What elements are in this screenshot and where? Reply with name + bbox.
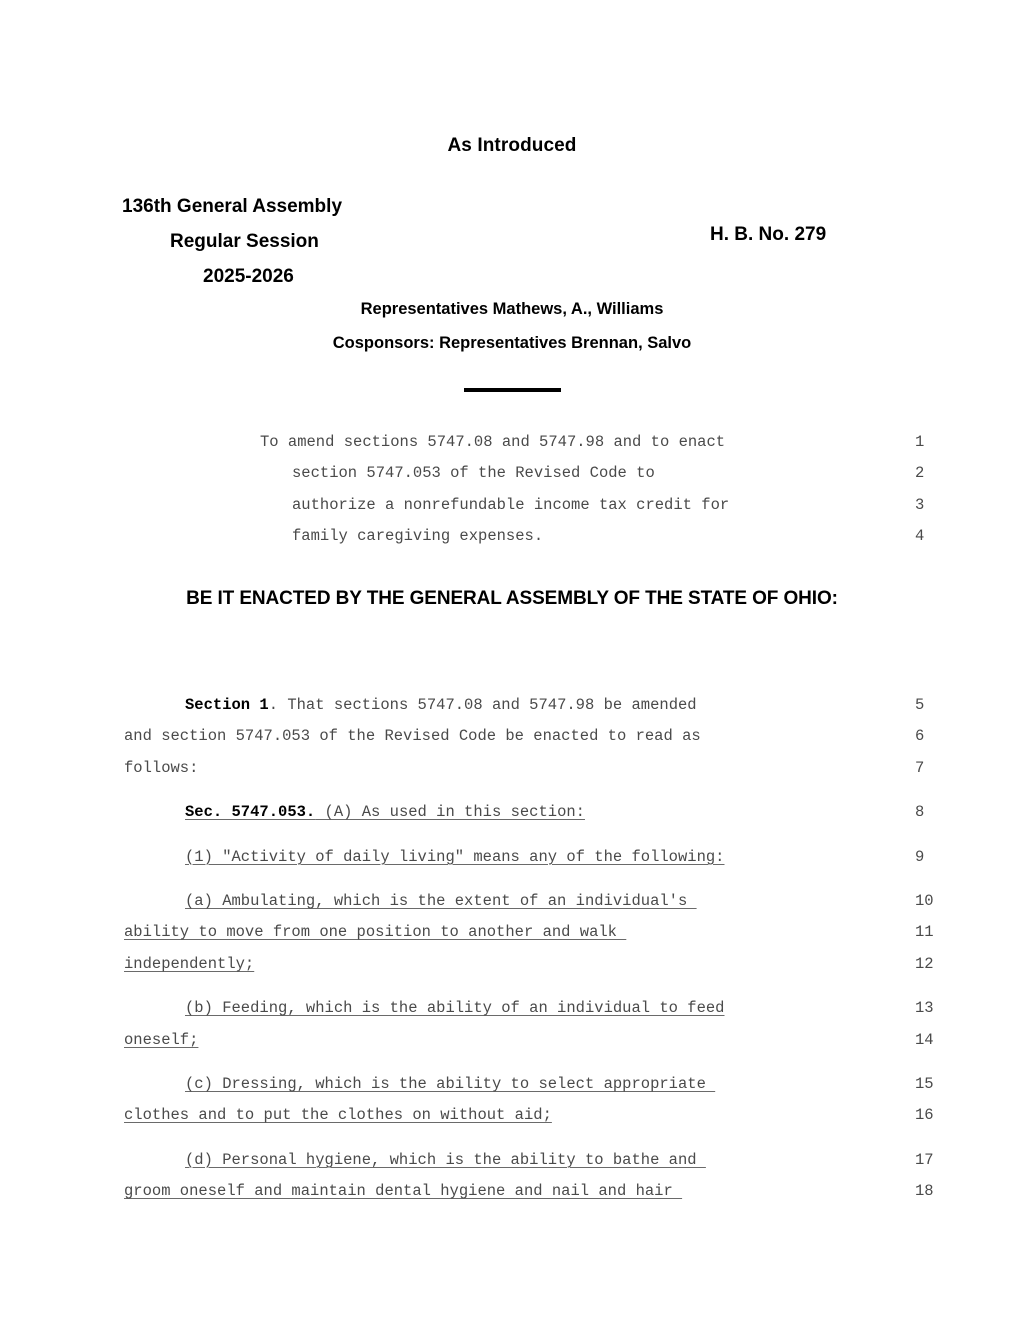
enacting-clause: BE IT ENACTED BY THE GENERAL ASSEMBLY OF THE STATE OF OHIO: — [186, 588, 838, 609]
line-number: 13 — [915, 999, 934, 1018]
session-name: Regular Session — [170, 231, 319, 252]
paragraph-division-a-1-b — [124, 993, 800, 1056]
line-number: 7 — [915, 758, 925, 777]
paragraph-lead-label: Section 1 — [185, 696, 269, 714]
line-number: 4 — [915, 527, 925, 546]
body-line: groom oneself and maintain dental hygiene and nail and hair — [124, 1182, 683, 1201]
body-line: oneself; — [124, 1030, 199, 1049]
body-line: follows: — [124, 758, 199, 777]
line-number: 17 — [915, 1150, 934, 1169]
cosponsors: Cosponsors: Representatives Brennan, Salvo — [332, 334, 692, 352]
sponsors-block — [0, 292, 1024, 360]
body-line: ability to move from one position to another and walk — [124, 923, 627, 942]
line-number: 9 — [915, 847, 925, 866]
body-line: clothes and to put the clothes on without aid; — [124, 1106, 552, 1125]
paragraph-division-a-1-a — [124, 886, 800, 980]
paragraph-division-a-1-d — [124, 1145, 800, 1208]
body-line: (d) Personal hygiene, which is the ability to bathe and — [185, 1150, 706, 1169]
line-number: 5 — [915, 696, 925, 714]
line-number: 16 — [915, 1106, 934, 1125]
summary-line: To amend sections 5747.08 and 5747.98 and to enact — [260, 433, 726, 451]
body-line: independently; — [124, 954, 255, 973]
body-line: (a) Ambulating, which is the extent of an individual's — [185, 891, 697, 910]
line-number: 6 — [915, 727, 925, 746]
line-number: 8 — [915, 803, 925, 822]
body-line-numbers — [915, 690, 955, 1207]
bill-summary-text — [260, 427, 805, 553]
body-line: Section 1. That sections 5747.08 and 5747.98 be amended — [185, 696, 697, 714]
body-line: (b) Feeding, which is the ability of an individual to feed — [185, 999, 725, 1018]
line-number: 15 — [915, 1074, 934, 1093]
summary-line: family caregiving expenses. — [292, 527, 544, 546]
paragraph-sec-5747-053 — [124, 797, 800, 828]
primary-sponsors: Representatives Mathews, A., Williams — [360, 300, 664, 318]
document-status-heading: As Introduced — [447, 135, 577, 156]
body-line: Sec. 5747.053. (A) As used in this section: — [185, 803, 585, 822]
summary-line: section 5747.053 of the Revised Code to — [292, 464, 655, 483]
session-years: 2025-2026 — [203, 266, 294, 287]
line-number: 2 — [915, 464, 925, 483]
paragraph-lead-label: Sec. 5747.053. — [185, 803, 316, 822]
body-line: (c) Dressing, which is the ability to select appropriate — [185, 1074, 716, 1093]
general-assembly-block — [122, 189, 632, 294]
paragraph-section-1 — [124, 690, 800, 784]
horizontal-rule-divider — [464, 388, 561, 392]
line-number: 10 — [915, 891, 934, 910]
line-number: 3 — [915, 495, 925, 514]
bill-body-text — [124, 690, 800, 1207]
line-number: 1 — [915, 433, 925, 451]
bill-number: H. B. No. 279 — [710, 224, 827, 245]
paragraph-division-a-1 — [124, 842, 800, 873]
line-number: 11 — [915, 923, 934, 942]
summary-line: authorize a nonrefundable income tax credit for — [292, 495, 730, 514]
line-number: 12 — [915, 954, 934, 973]
assembly-name: 136th General Assembly — [122, 196, 343, 217]
line-number: 14 — [915, 1030, 934, 1049]
body-line: and section 5747.053 of the Revised Code be enacted to read as — [124, 727, 701, 746]
line-number: 18 — [915, 1182, 934, 1201]
body-line: (1) "Activity of daily living" means any of the following: — [185, 847, 725, 866]
paragraph-division-a-1-c — [124, 1069, 800, 1132]
summary-line-numbers — [915, 427, 955, 553]
